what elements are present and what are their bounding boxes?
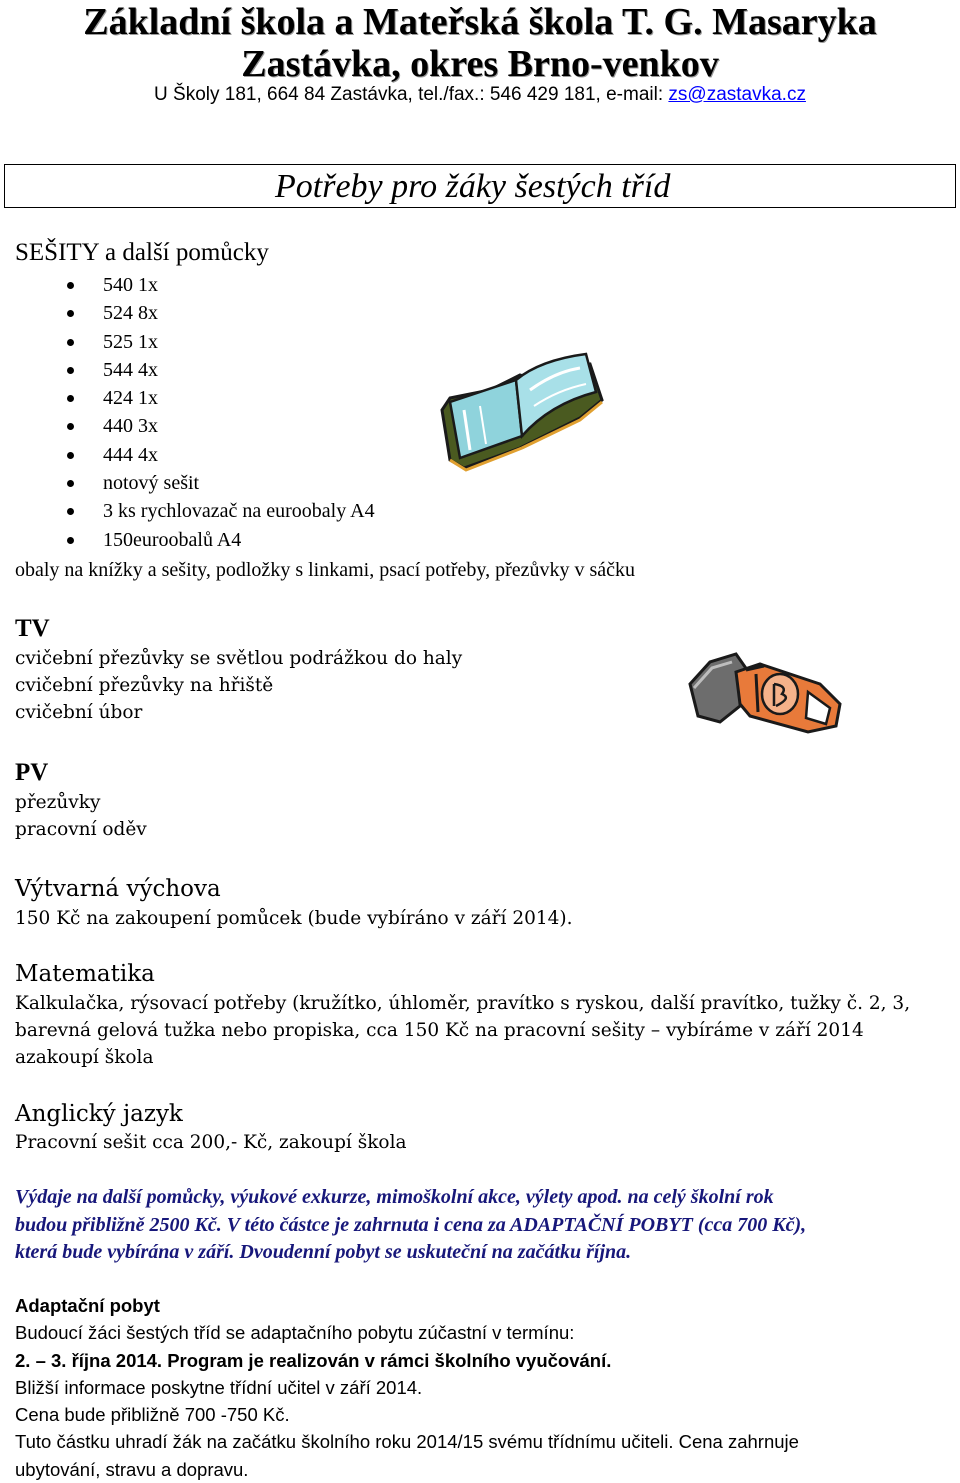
list-item-text: 524 8x xyxy=(103,302,158,325)
sesity-footer: obaly na knížky a sešity, podložky s linkami, psací potřeby, přezůvky v sáčku xyxy=(15,559,636,581)
list-item xyxy=(60,412,375,440)
note-line: která bude vybírána v září. Dvoudenní pobyt se uskuteční na začátku října. xyxy=(15,1241,632,1263)
pv-line: pracovní oděv xyxy=(15,819,147,840)
sesity-heading: SEŠITY a další pomůcky xyxy=(15,239,269,266)
page-title-box xyxy=(4,164,956,208)
list-item-text: 525 1x xyxy=(103,330,158,353)
list-item-text: notový sešit xyxy=(103,472,200,495)
adaptation-date: 2. – 3. října 2014. Program je realizován v rámci školního vyučování. xyxy=(15,1349,612,1371)
list-item-text: 540 1x xyxy=(103,274,158,296)
list-item-text: 444 4x xyxy=(103,443,158,466)
note-line: budou přibližně 2500 Kč. V této částce je zahrnuta i cena za ADAPTAČNÍ POBYT (cca 700 Kč), xyxy=(15,1213,807,1236)
bullet-icon xyxy=(67,423,74,430)
list-item xyxy=(60,384,375,412)
math-heading: Matematika xyxy=(15,961,155,987)
list-item-text: 424 1x xyxy=(103,387,158,410)
list-item xyxy=(60,441,375,469)
bullet-icon xyxy=(67,537,74,544)
contact-line xyxy=(0,82,960,108)
list-item-text: 150euroobalů A4 xyxy=(103,528,242,551)
bullet-icon xyxy=(67,310,74,317)
tv-line: cvičební přezůvky se světlou podrážkou do haly xyxy=(15,648,463,669)
vv-line: 150 Kč na zakoupení pomůcek (bude vybíráno v září 2014). xyxy=(15,908,573,929)
list-item xyxy=(60,271,375,299)
email-link[interactable]: zs@zastavka.cz xyxy=(668,84,806,105)
tv-heading: TV xyxy=(15,615,50,642)
adaptation-line: ubytování, stravu a dopravu. xyxy=(15,1458,249,1480)
school-name-line2: Zastávka, okres Brno-venkov xyxy=(241,43,719,85)
pv-heading: PV xyxy=(15,759,49,786)
tv-line: cvičební úbor xyxy=(15,702,143,723)
rolled-sneaker-icon xyxy=(680,644,850,739)
bullet-icon xyxy=(67,339,74,346)
tv-line: cvičební přezůvky na hřiště xyxy=(15,675,274,696)
adaptation-line: Budoucí žáci šestých tříd se adaptačního pobytu zúčastní v termínu: xyxy=(15,1322,575,1344)
bullet-icon xyxy=(67,395,74,402)
bullet-icon xyxy=(67,480,74,487)
bullet-icon xyxy=(67,452,74,459)
page-title: Potřeby pro žáky šestých tříd xyxy=(275,168,671,205)
open-book-icon xyxy=(430,340,610,480)
adaptation-line: Tuto částku uhradí žák na začátku školního roku 2014/15 svému třídnímu učiteli. Cena zahrnuje xyxy=(15,1431,799,1453)
aj-heading: Anglický jazyk xyxy=(15,1101,183,1127)
contact-text: U Školy 181, 664 84 Zastávka, tel./fax.: 546 429 181, e-mail: xyxy=(154,84,669,105)
adaptation-heading: Adaptační pobyt xyxy=(15,1295,160,1316)
bullet-icon xyxy=(67,367,74,374)
list-item xyxy=(60,299,375,327)
list-item xyxy=(60,328,375,356)
math-line: azakoupí škola xyxy=(15,1047,154,1068)
list-item xyxy=(60,469,375,497)
vv-heading: Výtvarná výchova xyxy=(15,876,221,902)
school-name-line1: Základní škola a Mateřská škola T. G. Masaryka xyxy=(83,1,877,43)
bullet-icon xyxy=(67,282,74,289)
aj-line: Pracovní sešit cca 200,- Kč, zakoupí škola xyxy=(15,1132,407,1153)
adaptation-line: Cena bude přibližně 700 -750 Kč. xyxy=(15,1404,290,1426)
math-line: barevná gelová tužka nebo propiska, cca 150 Kč na pracovní sešity – vybíráme v září 2014 xyxy=(15,1020,864,1041)
list-item-text: 440 3x xyxy=(103,415,158,438)
list-item-text: 3 ks rychlovazač na euroobaly A4 xyxy=(103,500,375,523)
adaptation-line: Bližší informace poskytne třídní učitel v září 2014. xyxy=(15,1376,423,1398)
list-item-text: 544 4x xyxy=(103,358,158,381)
pv-line: přezůvky xyxy=(15,792,101,813)
note-line: Výdaje na další pomůcky, výukové exkurze, mimoškolní akce, výlety apod. na celý školní rok xyxy=(15,1186,774,1208)
list-item xyxy=(60,497,375,525)
sesity-list xyxy=(60,271,375,554)
adaptation-section xyxy=(15,1292,950,1483)
bullet-icon xyxy=(67,508,74,515)
expenses-note xyxy=(15,1184,950,1267)
math-line: Kalkulačka, rýsovací potřeby (kružítko, úhloměr, pravítko s ryskou, další pravítko, tužky č. 2, 3, xyxy=(15,993,911,1014)
list-item xyxy=(60,526,375,554)
list-item xyxy=(60,356,375,384)
